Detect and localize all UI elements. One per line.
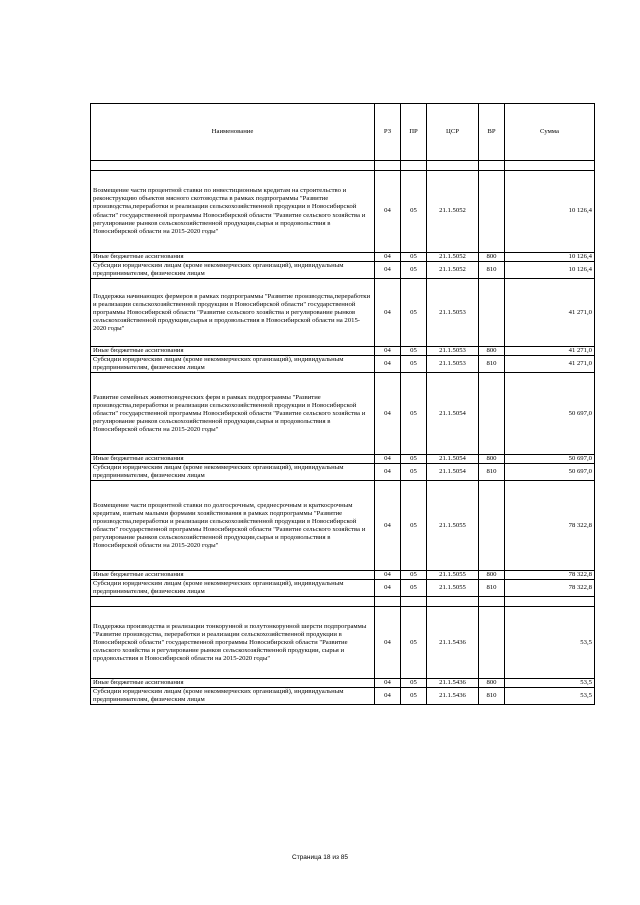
row-csr: 21.1.5052 (427, 262, 479, 279)
row-csr: 21.1.5054 (427, 455, 479, 464)
row-vr: 810 (479, 580, 505, 597)
row-sum: 41 271,0 (505, 356, 595, 373)
row-pr: 05 (401, 679, 427, 688)
row-pr: 05 (401, 171, 427, 253)
table-row (91, 571, 595, 580)
row-rz: 04 (375, 253, 401, 262)
row-sum: 53,5 (505, 688, 595, 705)
row-csr: 21.1.5055 (427, 580, 479, 597)
row-csr: 21.1.5436 (427, 679, 479, 688)
row-rz: 04 (375, 356, 401, 373)
row-vr (479, 373, 505, 455)
row-vr: 800 (479, 347, 505, 356)
row-name: Поддержка начинающих фермеров в рамках подпрограммы "Развитие производства,переработки и реализации сельскохозяйственной продукции в Новосибирской области" государственной программы Новосибирской области "Развитие сельского хозяйства и регулирование рынков сельскохозяйственной продукции,сырья и продовольствия в Новосибирской области на 2015-2020 годы" (91, 279, 375, 347)
row-name: Иные бюджетные ассигнования (91, 571, 375, 580)
row-vr: 810 (479, 688, 505, 705)
row-sum: 10 126,4 (505, 253, 595, 262)
budget-table (90, 103, 595, 705)
row-rz: 04 (375, 580, 401, 597)
row-pr: 05 (401, 262, 427, 279)
row-csr: 21.1.5053 (427, 279, 479, 347)
row-csr: 21.1.5053 (427, 356, 479, 373)
row-vr: 810 (479, 464, 505, 481)
spacer-row (91, 161, 595, 171)
row-sum: 50 697,0 (505, 455, 595, 464)
header-vr: ВР (479, 104, 505, 161)
row-sum: 53,5 (505, 679, 595, 688)
row-sum: 53,5 (505, 607, 595, 679)
row-sum: 10 126,4 (505, 262, 595, 279)
row-vr (479, 607, 505, 679)
row-sum: 50 697,0 (505, 464, 595, 481)
row-csr: 21.1.5052 (427, 171, 479, 253)
row-name: Иные бюджетные ассигнования (91, 253, 375, 262)
row-sum: 10 126,4 (505, 171, 595, 253)
table-row (91, 356, 595, 373)
row-rz: 04 (375, 347, 401, 356)
row-rz: 04 (375, 607, 401, 679)
row-name: Субсидии юридическим лицам (кроме некоммерческих организаций), индивидуальным предпринимателям, физическим лицам (91, 262, 375, 279)
row-name: Иные бюджетные ассигнования (91, 455, 375, 464)
row-name: Иные бюджетные ассигнования (91, 679, 375, 688)
row-rz: 04 (375, 455, 401, 464)
row-name: Поддержка производства и реализации тонкорунной и полутонкорунной шерсти подпрограммы "Развитие производства, переработки и реализации сельскохозяйственной продукции в Новосибирской области" государственной программы Новосибирской области "Развитие сельского хозяйства и регулирование рынков сельскохозяйственной продукции, сырья и продовольствия в Новосибирской области на 2015-2020 годы" (91, 607, 375, 679)
table-row (91, 481, 595, 571)
table-row (91, 455, 595, 464)
row-sum: 50 697,0 (505, 373, 595, 455)
row-pr: 05 (401, 347, 427, 356)
row-csr: 21.1.5052 (427, 253, 479, 262)
row-vr (479, 279, 505, 347)
row-rz: 04 (375, 171, 401, 253)
row-sum: 41 271,0 (505, 347, 595, 356)
row-vr: 810 (479, 262, 505, 279)
row-rz: 04 (375, 262, 401, 279)
table-row (91, 253, 595, 262)
row-name: Субсидии юридическим лицам (кроме некоммерческих организаций), индивидуальным предпринимателям, физическим лицам (91, 464, 375, 481)
spacer-row (91, 597, 595, 607)
row-pr: 05 (401, 464, 427, 481)
header-sum: Сумма (505, 104, 595, 161)
row-pr: 05 (401, 253, 427, 262)
table-row (91, 688, 595, 705)
table-header-row (91, 104, 595, 161)
row-rz: 04 (375, 481, 401, 571)
row-rz: 04 (375, 279, 401, 347)
row-vr (479, 171, 505, 253)
row-sum: 78 322,8 (505, 580, 595, 597)
row-csr: 21.1.5053 (427, 347, 479, 356)
row-vr: 800 (479, 455, 505, 464)
table-row (91, 373, 595, 455)
row-csr: 21.1.5055 (427, 481, 479, 571)
row-sum: 78 322,8 (505, 481, 595, 571)
row-vr: 800 (479, 679, 505, 688)
table-row (91, 580, 595, 597)
row-pr: 05 (401, 571, 427, 580)
table-row (91, 607, 595, 679)
row-csr: 21.1.5436 (427, 688, 479, 705)
row-name: Субсидии юридическим лицам (кроме некоммерческих организаций), индивидуальным предпринимателям, физическим лицам (91, 688, 375, 705)
row-rz: 04 (375, 571, 401, 580)
row-csr: 21.1.5436 (427, 607, 479, 679)
row-pr: 05 (401, 279, 427, 347)
row-name: Развитие семейных животноводческих ферм в рамках подпрограммы "Развитие производства,переработки и реализации сельскохозяйственной продукции в Новосибирской области" государственной программы Новосибирской области "Развитие сельского хозяйства и регулирование рынков сельскохозяйственной продукции,сырья и продовольствия в Новосибирской области на 2015-2020 годы" (91, 373, 375, 455)
row-name: Возмещение части процентной ставки по долгосрочным, среднесрочным и краткосрочным кредитам, взятым малыми формами хозяйствования в рамках подпрограммы "Развитие производства,переработки и реализации сельскохозяйственной продукции в Новосибирской области" государственной программы Новосибирской области "Развитие сельского хозяйства и регулирование рынков сельскохозяйственной продукции,сырья и продовольствия в Новосибирской области на 2015-2020 годы" (91, 481, 375, 571)
row-rz: 04 (375, 464, 401, 481)
row-rz: 04 (375, 373, 401, 455)
row-pr: 05 (401, 481, 427, 571)
row-vr: 810 (479, 356, 505, 373)
table-row (91, 262, 595, 279)
row-pr: 05 (401, 607, 427, 679)
row-rz: 04 (375, 679, 401, 688)
row-sum: 78 322,8 (505, 571, 595, 580)
table-row (91, 171, 595, 253)
row-name: Субсидии юридическим лицам (кроме некоммерческих организаций), индивидуальным предпринимателям, физическим лицам (91, 580, 375, 597)
row-name: Возмещение части процентной ставки по инвестиционным кредитам на строительство и реконструкцию объектов мясного скотоводства в рамках подпрограммы "Развитие производства,переработки и реализации сельскохозяйственной продукции в Новосибирской области" государственной программы Новосибирской области "Развитие сельского хозяйства и регулирование рынков сельскохозяйственной продукции,сырья и продовольствия в Новосибирской области на 2015-2020 годы" (91, 171, 375, 253)
row-sum: 41 271,0 (505, 279, 595, 347)
header-pr: ПР (401, 104, 427, 161)
row-pr: 05 (401, 580, 427, 597)
row-csr: 21.1.5054 (427, 373, 479, 455)
row-name: Субсидии юридическим лицам (кроме некоммерческих организаций), индивидуальным предпринимателям, физическим лицам (91, 356, 375, 373)
table-row (91, 347, 595, 356)
table-row (91, 464, 595, 481)
table-row (91, 279, 595, 347)
page-number-footer: Страница 18 из 85 (292, 854, 348, 861)
row-pr: 05 (401, 688, 427, 705)
row-rz: 04 (375, 688, 401, 705)
row-pr: 05 (401, 356, 427, 373)
header-name: Наименование (91, 104, 375, 161)
table-row (91, 679, 595, 688)
row-name: Иные бюджетные ассигнования (91, 347, 375, 356)
row-vr: 800 (479, 253, 505, 262)
row-vr: 800 (479, 571, 505, 580)
header-rz: РЗ (375, 104, 401, 161)
row-pr: 05 (401, 455, 427, 464)
header-csr: ЦСР (427, 104, 479, 161)
row-vr (479, 481, 505, 571)
row-pr: 05 (401, 373, 427, 455)
row-csr: 21.1.5055 (427, 571, 479, 580)
row-csr: 21.1.5054 (427, 464, 479, 481)
